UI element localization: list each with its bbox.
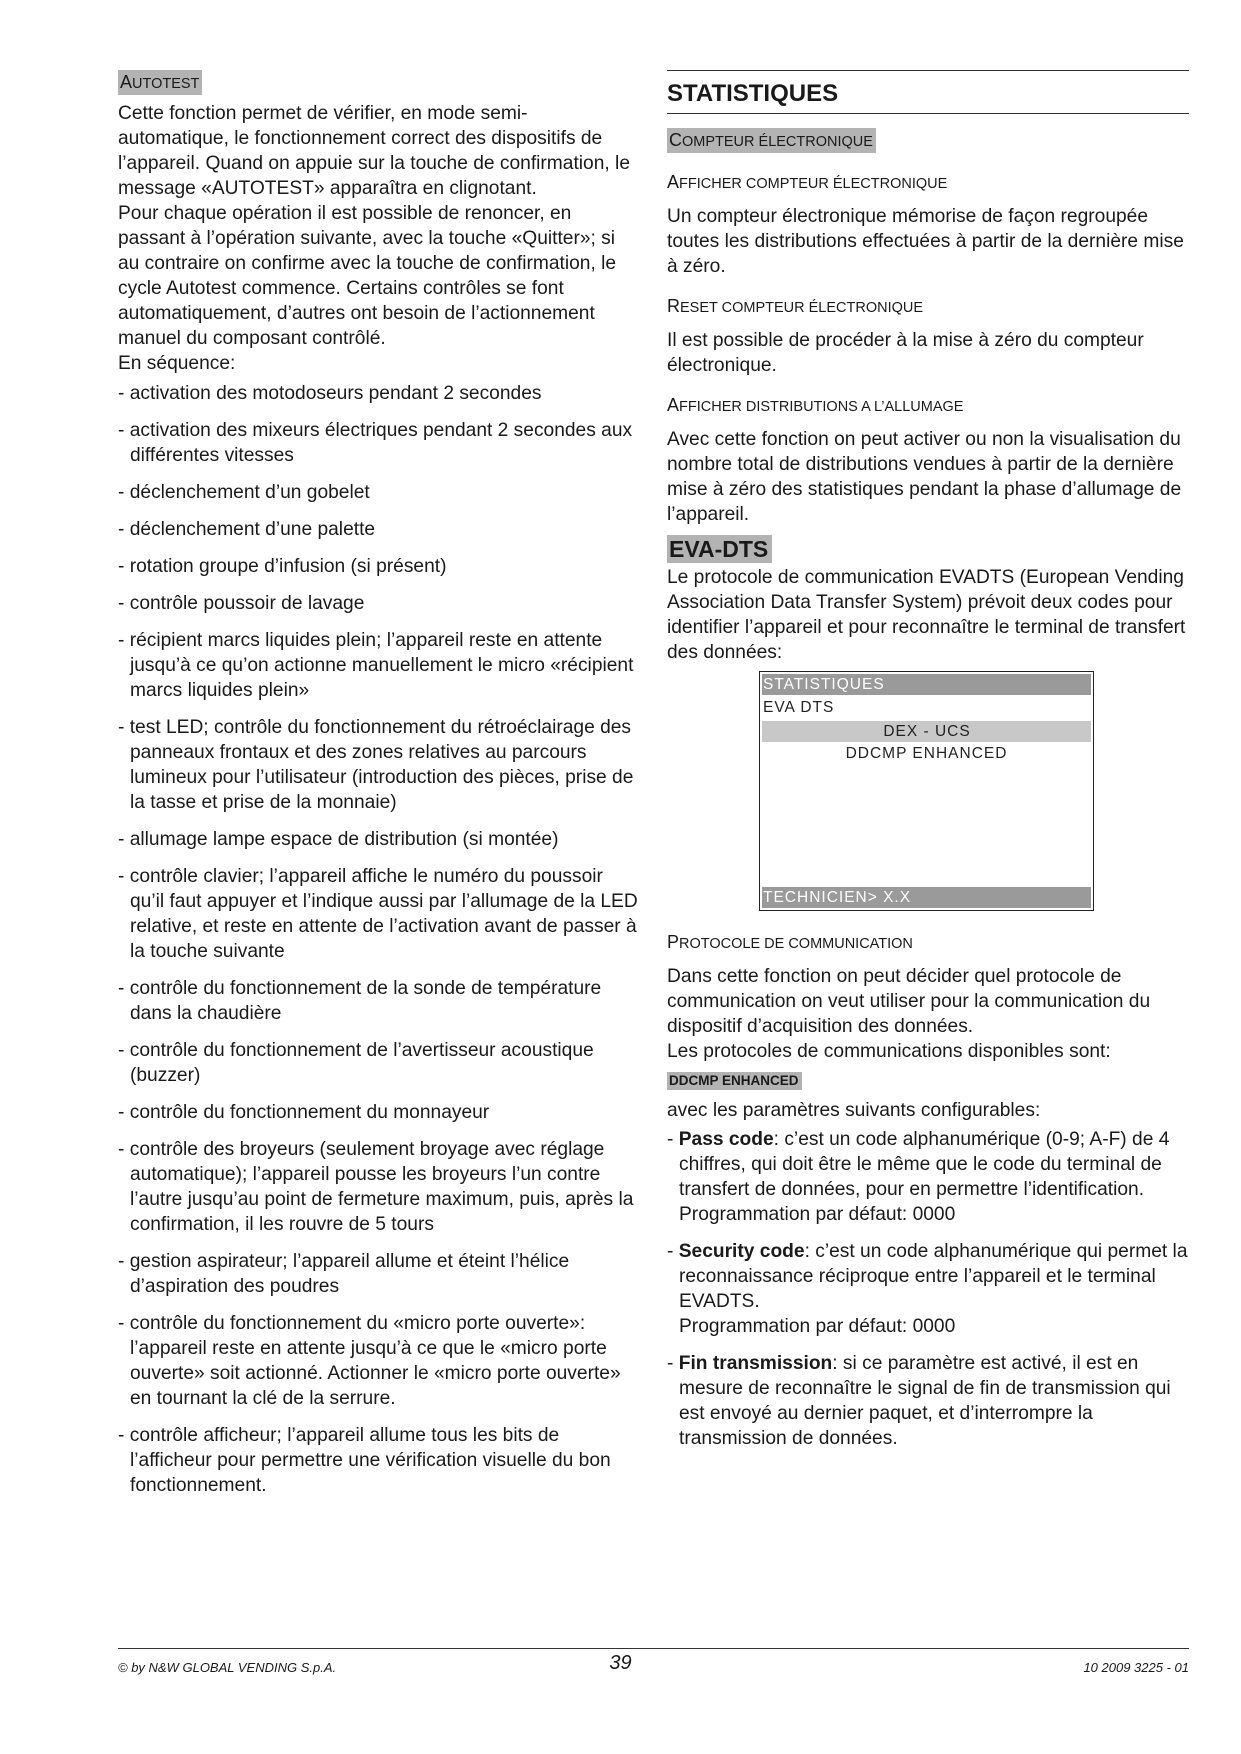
afficher-compteur-section [667,171,1189,279]
list-item: - récipient marcs liquides plein; l’appareil reste en attente jusqu’à ce qu’on actionne manuellement le micro «récipient marcs liquides plein» [118,630,634,701]
protocole-text: Dans cette fonction on peut décider quel protocole de communication on veut utiliser pour la communication du dispositif d’acquisition des données. [667,966,1151,1037]
params-intro: avec les paramètres suivants configurables: [667,1100,1041,1121]
footer-doc-code: 10 2009 3225 - 01 [1083,1660,1189,1675]
screen-top-bar: STATISTIQUES [762,674,1091,695]
afficher-compteur-heading: AFFICHER COMPTEUR ÉLECTRONIQUE [667,172,948,192]
list-item: - rotation groupe d’infusion (si présent) [118,556,447,577]
list-item: - contrôle du fonctionnement de la sonde de température dans la chaudière [118,978,602,1024]
list-item: - contrôle des broyeurs (seulement broyage avec réglage automatique); l’appareil pousse les broyeurs l’un contre l’autre jusqu’au point de fermeture maximum, puis, après la confirmation, il les rouvre de 5 tours [118,1139,634,1235]
footer-divider [118,1648,1189,1649]
statistiques-title: STATISTIQUES [667,70,1189,114]
display-screen [759,671,1094,911]
reset-compteur-text: Il est possible de procéder à la mise à zéro du compteur électronique. [667,330,1144,376]
list-item: - déclenchement d’un gobelet [118,482,370,503]
reset-compteur-section [667,295,1189,378]
reset-compteur-heading: RESET COMPTEUR ÉLECTRONIQUE [667,296,924,316]
distributions-allumage-heading: AFFICHER DISTRIBUTIONS A L’ALLUMAGE [667,395,964,415]
list-item: - test LED; contrôle du fonctionnement du rétroéclairage des panneaux frontaux et des zones relatives au parcours lumineux pour l’utilisateur (introduction des pièces, prise de la tasse et prise de la monnaie) [118,717,634,813]
list-item: - contrôle clavier; l’appareil affiche le numéro du poussoir qu’il faut appuyer et l’indique aussi par l’allumage de la LED relative, et reste en attente de l’activation avant de passer à la touche suivante [118,866,638,962]
eva-dts-title: EVA-DTS [667,535,772,563]
protocole-heading: PROTOCOLE DE COMMUNICATION [667,932,913,952]
screen-line-eva-dts: EVA DTS [763,699,835,716]
protocole-section [667,931,1189,1064]
left-column [118,70,638,1510]
screen-bottom-bar: TECHNICIEN> X.X [762,887,1091,908]
distributions-allumage-text: Avec cette fonction on peut activer ou non la visualisation du nombre total de distributions vendues à partir de la dernière mise à zéro des statistiques pendant la phase d’allumage de l’appareil. [667,429,1182,525]
list-item: - activation des motodoseurs pendant 2 secondes [118,383,542,404]
param-pass-code: - Pass code: c’est un code alphanumérique (0-9; A-F) de 4 chiffres, qui doit être le même que le code du terminal de transfert de données, pour en permettre l’identification. Programmation par défaut: 0000 [667,1129,1170,1225]
right-column [667,70,1189,1463]
list-item: - activation des mixeurs électriques pendant 2 secondes aux différentes vitesses [118,420,633,466]
list-item: - contrôle poussoir de lavage [118,593,365,614]
param-security-code: - Security code: c’est un code alphanumérique qui permet la reconnaissance réciproque entre l’appareil et le terminal EVADTS. Programmation par défaut: 0000 [667,1241,1188,1337]
footer-copyright: © by N&W GLOBAL VENDING S.p.A. [118,1660,337,1675]
list-item: - gestion aspirateur; l’appareil allume et éteint l’hélice d’aspiration des poudres [118,1251,570,1297]
list-item: - déclenchement d’une palette [118,519,376,540]
autotest-intro-1: Cette fonction permet de vérifier, en mode semi-automatique, le fonctionnement correct des dispositifs de l’appareil. Quand on appuie sur la touche de confirmation, le message «AUTOTEST» apparaîtra en clignotant. [118,103,630,199]
list-item: - contrôle du fonctionnement du «micro porte ouverte»: l’appareil reste en attente jusqu’à ce que le «micro porte ouverte» soit actionné. Actionner le «micro porte ouverte» en tournant la clé de la serrure. [118,1313,621,1409]
param-fin-transmission: - Fin transmission: si ce paramètre est activé, il est en mesure de reconnaître le signal de fin de transmission qui est envoyé au dernier paquet, et d’interrompre la transmission de données. [667,1353,1171,1449]
screen-line-ddcmp: DDCMP ENHANCED [845,745,1008,762]
ddcmp-enhanced-label: DDCMP ENHANCED [667,1072,802,1090]
compteur-heading: COMPTEUR ÉLECTRONIQUE [667,128,876,153]
distributions-allumage-section [667,394,1189,527]
autotest-intro-3: En séquence: [118,353,236,374]
autotest-sequence-list [118,381,638,1498]
list-item: - contrôle du fonctionnement du monnayeur [118,1102,490,1123]
list-item: - allumage lampe espace de distribution (si montée) [118,829,559,850]
protocole-text-2: Les protocoles de communications disponibles sont: [667,1041,1111,1062]
autotest-heading: AUTOTEST [118,70,202,95]
afficher-compteur-text: Un compteur électronique mémorise de façon regroupée toutes les distributions effectuées à partir de la dernière mise à zéro. [667,206,1184,277]
list-item: - contrôle du fonctionnement de l’avertisseur acoustique (buzzer) [118,1040,594,1086]
page-number: 39 [609,1652,632,1674]
screen-selected-item: DEX - UCS [762,721,1091,742]
autotest-intro-2: Pour chaque opération il est possible de renoncer, en passant à l’opération suivante, avec la touche «Quitter»; si au contraire on confirme avec la touche de confirmation, le cycle Autotest commence. Certains contrôles se font automatiquement, d’autres ont besoin de l’actionnement manuel du composant contrôlé. [118,203,617,349]
eva-dts-text: Le protocole de communication EVADTS (European Vending Association Data Transfer System) prévoit deux codes pour identifier l’appareil et pour reconnaître le terminal de transfert des données: [667,567,1186,663]
list-item: - contrôle afficheur; l’appareil allume tous les bits de l’afficheur pour permettre une vérification visuelle du bon fonctionnement. [118,1425,611,1496]
